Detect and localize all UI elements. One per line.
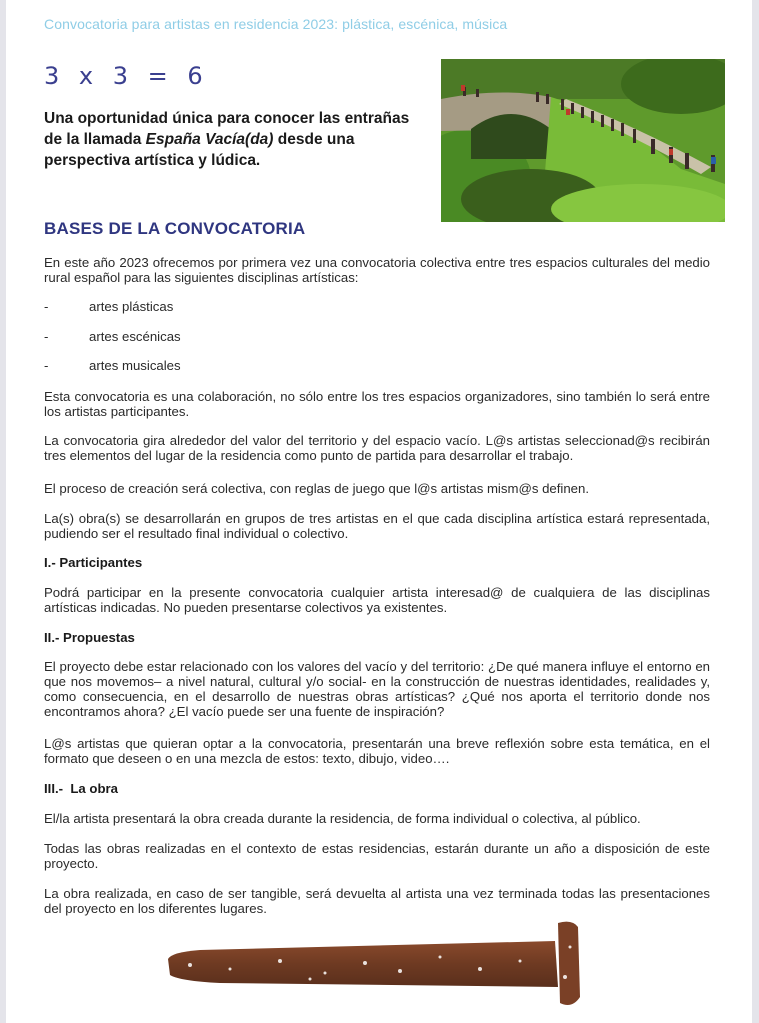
bridge-photo-illustration: [441, 59, 725, 222]
paragraph-obra-3: La obra realizada, en caso de ser tangible, será devuelta al artista una vez terminada todas las presentaciones del proyecto en los diferentes lugares.: [44, 886, 710, 916]
list-dash: -: [44, 358, 49, 373]
paragraph-grupos: La(s) obra(s) se desarrollarán en grupos de tres artistas en el que cada disciplina artística estará representada, pudiendo ser el resultado final individual o colectivo.: [44, 511, 710, 541]
discipline-item: [44, 329, 181, 344]
section-title-bases: BASES DE LA CONVOCATORIA: [44, 219, 306, 238]
scrollbar-track[interactable]: [752, 0, 759, 1023]
section-heading-la-obra: III.- La obra: [44, 781, 119, 796]
paragraph-propuestas-1: El proyecto debe estar relacionado con los valores del vacío y del territorio: ¿De qué manera influye el entorno en que nos movemos– a nivel natural, cultural y/o social- en la construcción de nuestras identidades, realidades y, como consecuencia, en el desarrollo de nuestras obras artísticas? ¿Qué nos aporta el territorio donde nos encontramos ahora? ¿El vacío puede ser una fuente de inspiración?: [44, 659, 710, 719]
lead-italic: España Vacía(da): [145, 131, 274, 148]
paragraph-territorio: La convocatoria gira alrededor del valor del territorio y del espacio vacío. L@s artistas seleccionad@s recibirán tres elementos del lugar de la residencia como punto de partida para desarrollar el trabajo.: [44, 433, 710, 463]
discipline-label: artes plásticas: [89, 299, 174, 314]
paragraph-proceso: El proceso de creación será colectiva, con reglas de juego que l@s artistas mism@s definen.: [44, 481, 590, 496]
list-dash: -: [44, 299, 49, 314]
discipline-label: artes musicales: [89, 358, 181, 373]
section-heading-propuestas: II.- Propuestas: [44, 630, 135, 645]
paragraph-obra-2: Todas las obras realizadas en el contexto de estas residencias, estarán durante un año a disposición de este proyecto.: [44, 841, 710, 871]
paragraph-participantes: Podrá participar en la presente convocatoria cualquier artista interesad@ de cualquiera de las disciplinas artísticas indicadas. No pueden presentarse colectivos ya existentes.: [44, 585, 710, 615]
bridge-photo: [441, 59, 725, 222]
nail-illustration: [160, 917, 600, 1012]
discipline-item: [44, 358, 181, 373]
rusty-nail-image: [160, 917, 600, 1012]
lead-paragraph: [44, 108, 429, 171]
formula-title: 3 x 3 = 6: [44, 62, 209, 90]
lead-text-1: Una oportunidad única para conocer las entrañas de la llamada: [44, 110, 410, 148]
section-heading-participantes: I.- Participantes: [44, 555, 143, 570]
discipline-item: [44, 299, 173, 314]
intro-paragraph: En este año 2023 ofrecemos por primera vez una convocatoria colectiva entre tres espacios culturales del medio rural español para las siguientes disciplinas artísticas:: [44, 255, 710, 285]
paragraph-colaboracion: Esta convocatoria es una colaboración, no sólo entre los tres espacios organizadores, sino también lo será entre los artistas participantes.: [44, 389, 710, 419]
paragraph-propuestas-2: L@s artistas que quieran optar a la convocatoria, presentarán una breve reflexión sobre esta temática, en el formato que deseen o en una mezcla de estos: texto, dibujo, video….: [44, 736, 710, 766]
discipline-label: artes escénicas: [89, 329, 181, 344]
list-dash: -: [44, 329, 49, 344]
paragraph-obra-1: El/la artista presentará la obra creada durante la residencia, de forma individual o colectiva, al público.: [44, 811, 641, 826]
lead-text-2: desde una perspectiva artística y lúdica.: [44, 131, 355, 169]
document-page: [6, 0, 752, 1023]
running-header: Convocatoria para artistas en residencia 2023: plástica, escénica, música: [44, 16, 508, 32]
